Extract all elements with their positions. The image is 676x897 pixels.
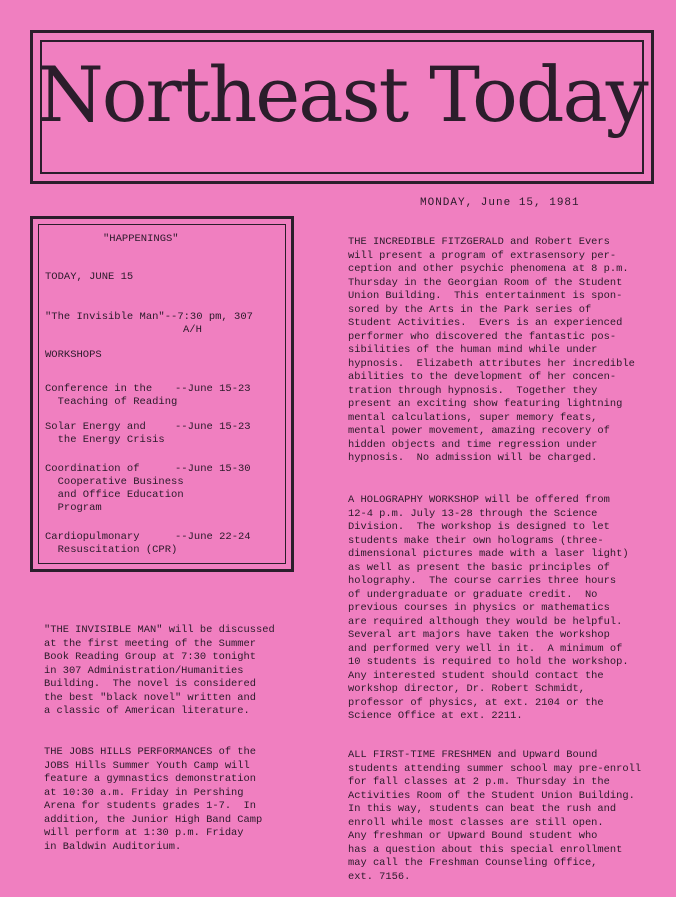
workshops-heading: WORKSHOPS — [45, 349, 102, 361]
workshop-date: --June 22-24 — [175, 531, 251, 543]
happenings-sidebar — [30, 216, 294, 572]
article-invisible-man: "THE INVISIBLE MAN" will be discussed at the first meeting of the Summer Book Reading Group at 7:30 tonight in 307 Administration/Humanities Building. The novel is considered the best "black novel" written and a classic of American literature. — [44, 624, 275, 717]
article-jobs-hills: THE JOBS HILLS PERFORMANCES of the JOBS Hills Summer Youth Camp will feature a gymnastics demonstration at 10:30 a.m. Friday in Pershing Arena for students grades 1-7. In addition, the Junior High Band Camp will perform at 1:30 p.m. Friday in Baldwin Auditorium. — [44, 746, 263, 853]
article-freshmen: ALL FIRST-TIME FRESHMEN and Upward Bound students attending summer school may pre-enroll for fall classes at 2 p.m. Thursday in the Activities Room of the Student Union Building. In this way, students can beat the rush and enroll while most classes are still open. Any freshman or Upward Bound student who has a question about this special enrollment may call the Freshman Counseling Office, ext. 7156. — [348, 749, 642, 883]
article-fitzgerald: THE INCREDIBLE FITZGERALD and Robert Evers will present a program of extrasensory per- ception and other psychic phenomena at 8 p.m. Thursday in the Georgian Room of the Student Union Building. This entertainment is spon- sored by the Arts in the Park series of Student Activities. Evers is an experienced performer who discovered the fantastic pos- sibilities of the human mind while under hypnosis. Elizabeth attributes her incredible abilities to the development of her concen- tration through hypnosis. Together they present an exciting show featuring lightning mental calculations, super memory feats, mental power movement, amazing recovery of hidden objects and time regression under hypnosis. No admission will be charged. — [348, 236, 635, 464]
workshop-name: Conference in the Teaching of Reading — [45, 383, 178, 408]
workshop-date: --June 15-23 — [175, 421, 251, 433]
workshop-name: Solar Energy and the Energy Crisis — [45, 421, 165, 446]
event-location: A/H — [183, 324, 202, 336]
date-line: MONDAY, June 15, 1981 — [420, 197, 580, 209]
masthead-title: Northeast Today — [37, 50, 647, 139]
happenings-heading: "HAPPENINGS" — [103, 233, 179, 245]
article-holography: A HOLOGRAPHY WORKSHOP will be offered from 12-4 p.m. July 13-28 through the Science Division. The workshop is designed to let students make their own holograms (three- dimensional pictures made with a laser light) as well as present the basic principles of holography. The course carries three hours of undergraduate or graduate credit. No previous courses in physics or mathematics are required although they would be helpful. Several art majors have taken the workshop and performed very well in it. A minimum of 10 students is required to hold the workshop. Any interested student should contact the workshop director, Dr. Robert Schmidt, professor of physics, at ext. 2104 or the Science Office at ext. 2211. — [348, 494, 629, 722]
workshop-name: Cardiopulmonary Resuscitation (CPR) — [45, 531, 178, 556]
workshop-date: --June 15-30 — [175, 463, 251, 475]
workshop-name: Coordination of Cooperative Business and Office Education Program — [45, 463, 184, 514]
today-label: TODAY, JUNE 15 — [45, 271, 134, 283]
event-line: "The Invisible Man"--7:30 pm, 307 — [45, 311, 253, 323]
masthead — [30, 30, 654, 184]
workshop-date: --June 15-23 — [175, 383, 251, 395]
